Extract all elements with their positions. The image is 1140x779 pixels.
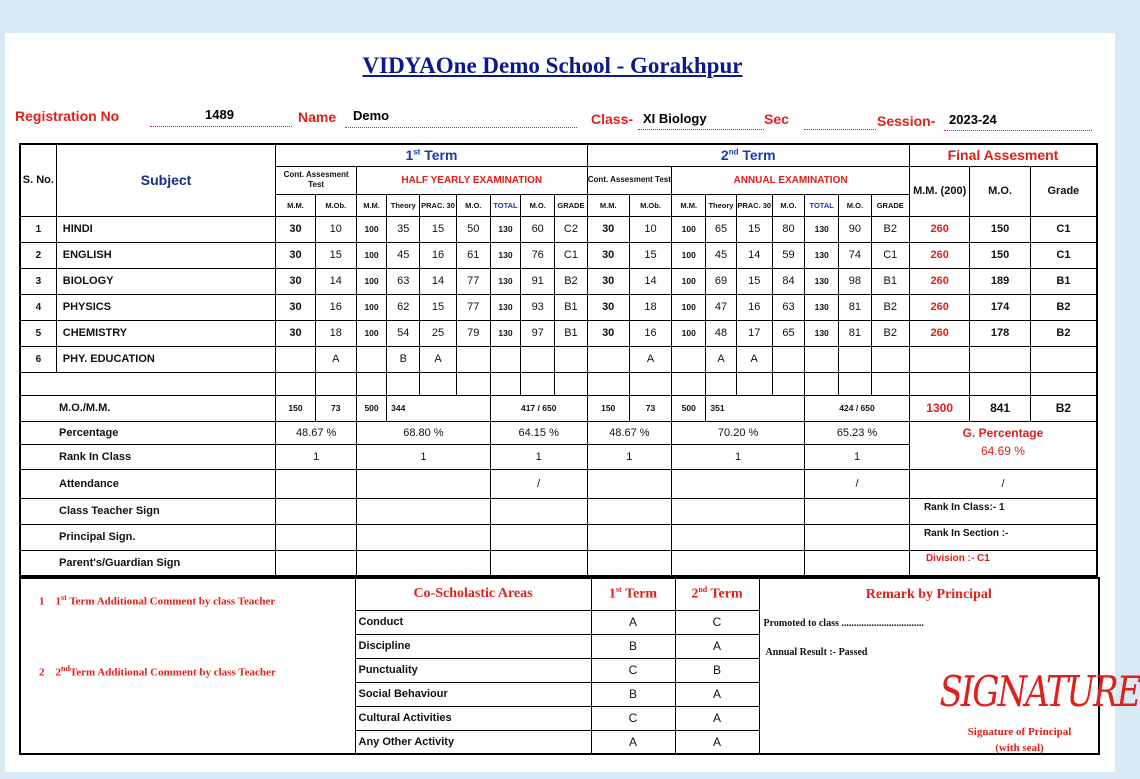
session-value: 2023-24: [949, 112, 997, 127]
mo-mm-value: 500: [356, 395, 386, 421]
mark-cell: 16: [629, 320, 671, 346]
mark-cell: 130: [490, 242, 520, 268]
row-subject: PHY. EDUCATION: [56, 346, 276, 372]
mo-mm-final-mo: 841: [970, 395, 1030, 421]
mark-cell: 35: [387, 216, 420, 242]
mo-mm-value: 500: [672, 395, 706, 421]
sub-header-grade: GRADE: [871, 194, 909, 216]
mark-cell: 16: [736, 294, 772, 320]
attendance-value: /: [490, 469, 587, 498]
mark-cell: B: [387, 346, 420, 372]
mark-cell: 18: [315, 320, 356, 346]
mark-cell: 260: [909, 294, 969, 320]
g-percentage-value: 64.69 %: [909, 444, 1097, 469]
annual-result: Annual Result :- Passed: [765, 647, 868, 658]
mark-cell: 130: [490, 268, 520, 294]
mark-cell: 15: [736, 216, 772, 242]
mark-cell: 90: [839, 216, 871, 242]
rank-value: 1: [587, 444, 672, 469]
co-term1-header: 1st Term: [591, 578, 675, 610]
mo-mm-value: 344: [387, 395, 491, 421]
name-underline: [345, 127, 577, 128]
mark-cell: C1: [1030, 242, 1097, 268]
co-term2-label: Term: [710, 587, 743, 603]
mark-cell: 100: [356, 242, 386, 268]
co-grade-term2: C: [675, 610, 759, 634]
mark-cell: 77: [456, 294, 490, 320]
mark-cell: [521, 346, 555, 372]
row-sno: 3: [20, 268, 56, 294]
sub-header-grade: GRADE: [555, 194, 587, 216]
row-subject: HINDI: [56, 216, 276, 242]
mark-cell: [909, 346, 969, 372]
mm200-header: M.M. (200): [909, 166, 969, 216]
mark-cell: B1: [555, 294, 587, 320]
term1-header: 1st Term: [276, 144, 587, 166]
comment-1-num: 1: [39, 595, 45, 608]
co-grade-term2: A: [675, 706, 759, 730]
mark-cell: 63: [387, 268, 420, 294]
percentage-row: [20, 421, 1097, 444]
mark-cell: 178: [970, 320, 1030, 346]
mark-cell: 100: [356, 294, 386, 320]
rank-value: 1: [276, 444, 357, 469]
rank-value: 1: [805, 444, 910, 469]
mark-cell: 14: [315, 268, 356, 294]
mark-cell: 130: [805, 268, 839, 294]
row-sno: 4: [20, 294, 56, 320]
co-area: Punctuality: [355, 658, 591, 682]
mo-mm-label: M.O./M.M.: [20, 395, 276, 421]
promoted-to-class: Promoted to class .................................: [763, 618, 924, 629]
sub-header-mm: M.M.: [276, 194, 315, 216]
co-grade-term1: B: [591, 634, 675, 658]
row-sno: 5: [20, 320, 56, 346]
co-scholastic-table: [19, 577, 1140, 755]
co-area: Discipline: [355, 634, 591, 658]
mark-cell: 30: [276, 320, 315, 346]
school-title: VIDYAOne Demo School - Gorakhpur: [362, 53, 743, 78]
mark-cell: C1: [555, 242, 587, 268]
parent-sign-label: Parent's/Guardian Sign: [20, 550, 276, 576]
co-grade-term1: A: [591, 610, 675, 634]
comment-1-text: Term Additional Comment by class Teacher: [69, 595, 276, 608]
name-label: Name: [298, 109, 337, 125]
mark-cell: 14: [420, 268, 456, 294]
signature-caption: Signature of Principal: [967, 726, 1072, 738]
mark-cell: A: [706, 346, 736, 372]
grade-header: Grade: [1030, 166, 1097, 216]
mark-cell: A: [629, 346, 671, 372]
class-teacher-sign-label: Class Teacher Sign: [20, 498, 276, 524]
rank-row: [20, 444, 1097, 469]
remark-title: Remark by Principal: [759, 578, 1099, 610]
annual-header: ANNUAL EXAMINATION: [672, 166, 910, 194]
mo-mm-value: 73: [629, 395, 671, 421]
mark-cell: 260: [909, 320, 969, 346]
mark-cell: B1: [555, 320, 587, 346]
mark-cell: 62: [387, 294, 420, 320]
row-sno: 1: [20, 216, 56, 242]
mark-cell: 30: [587, 320, 629, 346]
co-term2-header: 2nd Term: [675, 578, 759, 610]
class-value: XI Biology: [643, 111, 707, 126]
mark-cell: 130: [805, 242, 839, 268]
mo-mm-final-mm: 1300: [909, 395, 969, 421]
mark-cell: 15: [420, 294, 456, 320]
mark-cell: C2: [555, 216, 587, 242]
mark-cell: 93: [521, 294, 555, 320]
mo-mm-value: 150: [587, 395, 629, 421]
sub-header-mo: M.O.: [839, 194, 871, 216]
percentage-value: 68.80 %: [356, 421, 490, 444]
mark-cell: 48: [706, 320, 736, 346]
principal-signature: SIGNATURE: [939, 667, 1140, 717]
sub-header-theory: Theory: [706, 194, 736, 216]
mark-cell: 30: [587, 268, 629, 294]
division: Division :- C1: [909, 550, 1097, 576]
mark-cell: 100: [356, 320, 386, 346]
rank-in-class: Rank In Class:- 1: [909, 498, 1097, 524]
mark-cell: 30: [276, 216, 315, 242]
report-card: [5, 33, 1140, 772]
mark-cell: 100: [672, 268, 706, 294]
registration-label: Registration No: [15, 108, 120, 124]
mark-cell: 100: [356, 268, 386, 294]
rank-value: 1: [356, 444, 490, 469]
mark-cell: 30: [276, 268, 315, 294]
percentage-value: 65.23 %: [805, 421, 910, 444]
mark-cell: B2: [871, 320, 909, 346]
mark-cell: 130: [805, 216, 839, 242]
mark-cell: [672, 346, 706, 372]
teacher-comments: [20, 578, 355, 754]
mark-cell: A: [736, 346, 772, 372]
mark-cell: B2: [871, 216, 909, 242]
mark-cell: 50: [456, 216, 490, 242]
mark-cell: A: [420, 346, 456, 372]
signature-seal-caption: (with seal): [995, 742, 1044, 754]
row-sno: 2: [20, 242, 56, 268]
mark-cell: [1030, 346, 1097, 372]
rank-value: 1: [490, 444, 587, 469]
mark-cell: B1: [1030, 268, 1097, 294]
attendance-value: /: [805, 469, 910, 498]
sub-header-mob: M.Ob.: [629, 194, 671, 216]
mark-cell: 174: [970, 294, 1030, 320]
mark-cell: 81: [839, 320, 871, 346]
mark-cell: 14: [629, 268, 671, 294]
mo-mm-final-grade: B2: [1030, 395, 1097, 421]
mark-cell: 77: [456, 268, 490, 294]
principal-sign-row: [20, 524, 1097, 550]
principal-sign-label: Principal Sign.: [20, 524, 276, 550]
mark-cell: 45: [706, 242, 736, 268]
mark-cell: 260: [909, 242, 969, 268]
co-area: Conduct: [355, 610, 591, 634]
class-underline: [638, 129, 764, 130]
mark-cell: 30: [587, 294, 629, 320]
mark-cell: 150: [970, 216, 1030, 242]
co-grade-term1: C: [591, 658, 675, 682]
co-grade-term2: A: [675, 634, 759, 658]
mark-cell: B2: [1030, 320, 1097, 346]
sub-header-theory: Theory: [387, 194, 420, 216]
mark-cell: 91: [521, 268, 555, 294]
subject-row: [20, 320, 1097, 346]
co-grade-term1: C: [591, 706, 675, 730]
row-subject: BIOLOGY: [56, 268, 276, 294]
half-yearly-header: HALF YEARLY EXAMINATION: [356, 166, 587, 194]
g-percentage-label: G. Percentage: [909, 421, 1097, 444]
mo-mm-row: [20, 395, 1097, 421]
mark-cell: B2: [1030, 294, 1097, 320]
percentage-value: 64.15 %: [490, 421, 587, 444]
mark-cell: 10: [629, 216, 671, 242]
mark-cell: 65: [706, 216, 736, 242]
mark-cell: 10: [315, 216, 356, 242]
mark-cell: C1: [871, 242, 909, 268]
sub-header-mo: M.O.: [772, 194, 804, 216]
mo-mm-value: 351: [706, 395, 805, 421]
mark-cell: 100: [356, 216, 386, 242]
row-subject: CHEMISTRY: [56, 320, 276, 346]
mark-cell: 25: [420, 320, 456, 346]
comment-1: 1 1st Term Additional Comment by class Teacher: [39, 593, 276, 608]
mark-cell: [772, 346, 804, 372]
mark-cell: 30: [587, 242, 629, 268]
principal-remark-box: [759, 610, 1140, 754]
mark-cell: 65: [772, 320, 804, 346]
mark-cell: B1: [871, 268, 909, 294]
mark-cell: 69: [706, 268, 736, 294]
mo-header: M.O.: [970, 166, 1030, 216]
subject-row: [20, 268, 1097, 294]
sub-header-prac: PRAC. 30: [420, 194, 456, 216]
mo-mm-value: 417 / 650: [490, 395, 587, 421]
sub-header-prac: PRAC. 30: [736, 194, 772, 216]
mark-cell: 130: [805, 320, 839, 346]
subject-row: [20, 216, 1097, 242]
subject-row: [20, 242, 1097, 268]
co-grade-term1: B: [591, 682, 675, 706]
mark-cell: 100: [672, 242, 706, 268]
mark-cell: [970, 346, 1030, 372]
percentage-value: 48.67 %: [276, 421, 357, 444]
mark-cell: 15: [629, 242, 671, 268]
marks-table: [19, 143, 1098, 577]
sub-header-total: TOTAL: [805, 194, 839, 216]
mark-cell: 30: [276, 294, 315, 320]
row-subject: ENGLISH: [56, 242, 276, 268]
comment-2: 2 2ndTerm Additional Comment by class Teacher: [39, 663, 276, 679]
sub-header-mo: M.O.: [521, 194, 555, 216]
attendance-label: Attendance: [20, 469, 276, 498]
mark-cell: 189: [970, 268, 1030, 294]
cont-test-1: Cont. Assesment Test: [276, 166, 357, 194]
mark-cell: [871, 346, 909, 372]
mark-cell: 76: [521, 242, 555, 268]
term2-header: 2nd Term: [587, 144, 909, 166]
mark-cell: B2: [555, 268, 587, 294]
registration-value: 1489: [205, 107, 234, 122]
co-grade-term2: B: [675, 658, 759, 682]
sub-header-mm: M.M.: [672, 194, 706, 216]
mark-cell: 130: [490, 320, 520, 346]
parent-sign-row: [20, 550, 1097, 576]
attendance-row: [20, 469, 1097, 498]
mark-cell: A: [315, 346, 356, 372]
mo-mm-value: 424 / 650: [805, 395, 910, 421]
rank-value: 1: [672, 444, 805, 469]
comment-2-text: Term Additional Comment by class Teacher: [69, 666, 276, 679]
mark-cell: 30: [587, 216, 629, 242]
class-teacher-row: [20, 498, 1097, 524]
class-label: Class-: [591, 111, 634, 127]
row-subject: PHYSICS: [56, 294, 276, 320]
mark-cell: 47: [706, 294, 736, 320]
mark-cell: 61: [456, 242, 490, 268]
mark-cell: 100: [672, 216, 706, 242]
row-sno: 6: [20, 346, 56, 372]
mark-cell: 100: [672, 320, 706, 346]
mark-cell: 54: [387, 320, 420, 346]
mark-cell: 15: [736, 268, 772, 294]
co-grade-term2: A: [675, 730, 759, 754]
name-value: Demo: [353, 108, 390, 123]
mark-cell: 150: [970, 242, 1030, 268]
mark-cell: 81: [839, 294, 871, 320]
sub-header-mm: M.M.: [356, 194, 386, 216]
mark-cell: [276, 346, 315, 372]
mark-cell: 80: [772, 216, 804, 242]
sub-header-total: TOTAL: [490, 194, 520, 216]
mark-cell: 100: [672, 294, 706, 320]
mark-cell: 15: [315, 242, 356, 268]
mark-cell: [839, 346, 871, 372]
sub-header-mm: M.M.: [587, 194, 629, 216]
mark-cell: 30: [276, 242, 315, 268]
registration-underline: [150, 126, 292, 127]
subject-header: Subject: [56, 144, 276, 216]
sec-underline: [804, 129, 876, 130]
mark-cell: 74: [839, 242, 871, 268]
mark-cell: 59: [772, 242, 804, 268]
mark-cell: [356, 346, 386, 372]
blank-row: [20, 372, 1097, 395]
co-area: Cultural Activities: [355, 706, 591, 730]
comment-2-num: 2: [39, 666, 45, 679]
sub-header-mo: M.O.: [456, 194, 490, 216]
mark-cell: B2: [871, 294, 909, 320]
subject-row: [20, 294, 1097, 320]
co-grade-term1: A: [591, 730, 675, 754]
sub-header-mob: M.Ob.: [315, 194, 356, 216]
attendance-value: /: [909, 469, 1097, 498]
mark-cell: [490, 346, 520, 372]
co-grade-term2: A: [675, 682, 759, 706]
mark-cell: 130: [490, 216, 520, 242]
mark-cell: [555, 346, 587, 372]
mo-mm-value: 73: [315, 395, 356, 421]
mark-cell: 260: [909, 216, 969, 242]
session-underline: [944, 130, 1092, 131]
percentage-value: 48.67 %: [587, 421, 672, 444]
percentage-value: 70.20 %: [672, 421, 805, 444]
mark-cell: C1: [1030, 216, 1097, 242]
mark-cell: 84: [772, 268, 804, 294]
cont-test-2: Cont. Assesment Test: [587, 166, 672, 194]
mark-cell: 130: [490, 294, 520, 320]
mark-cell: 79: [456, 320, 490, 346]
mark-cell: 15: [420, 216, 456, 242]
mark-cell: [587, 346, 629, 372]
rank-in-section: Rank In Section :-: [909, 524, 1097, 550]
co-area: Social Behaviour: [355, 682, 591, 706]
mark-cell: 16: [420, 242, 456, 268]
mark-cell: 260: [909, 268, 969, 294]
percentage-label: Percentage: [20, 421, 276, 444]
mark-cell: 60: [521, 216, 555, 242]
mark-cell: [456, 346, 490, 372]
rank-label: Rank In Class: [20, 444, 276, 469]
co-term1-label: Term: [624, 587, 658, 603]
sno-header: S. No.: [20, 144, 56, 216]
mark-cell: 97: [521, 320, 555, 346]
mark-cell: 98: [839, 268, 871, 294]
mark-cell: 16: [315, 294, 356, 320]
mark-cell: 63: [772, 294, 804, 320]
mark-cell: 45: [387, 242, 420, 268]
mo-mm-value: 150: [276, 395, 315, 421]
subject-row: [20, 346, 1097, 372]
co-scholastic-title: Co-Scholastic Areas: [355, 578, 591, 610]
mark-cell: [805, 346, 839, 372]
final-header: Final Assesment: [909, 144, 1097, 166]
sec-label: Sec: [764, 111, 789, 127]
mark-cell: 14: [736, 242, 772, 268]
mark-cell: 18: [629, 294, 671, 320]
session-label: Session-: [877, 113, 936, 129]
mark-cell: 130: [805, 294, 839, 320]
mark-cell: 17: [736, 320, 772, 346]
co-area: Any Other Activity: [355, 730, 591, 754]
